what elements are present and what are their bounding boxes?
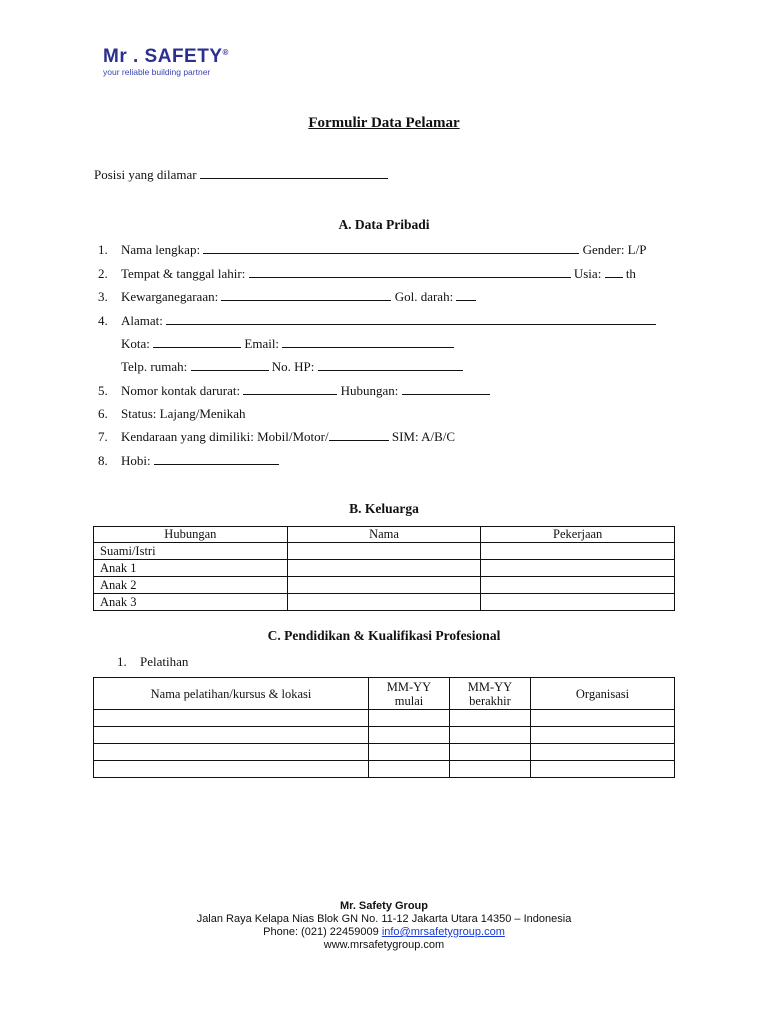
- table-cell[interactable]: [287, 577, 481, 594]
- table-cell[interactable]: [481, 577, 675, 594]
- alamat-field[interactable]: [166, 314, 656, 325]
- telp-rumah-label: Telp. rumah:: [121, 359, 188, 374]
- kontak-darurat-field[interactable]: [243, 384, 337, 395]
- email-field[interactable]: [282, 337, 454, 348]
- footer-contact: [0, 926, 768, 939]
- table-row: [94, 560, 675, 577]
- kewarganegaraan-field[interactable]: [221, 290, 391, 301]
- table-cell[interactable]: [481, 543, 675, 560]
- kontak-darurat-label: Nomor kontak darurat:: [121, 383, 241, 398]
- table-cell[interactable]: [287, 560, 481, 577]
- table-cell[interactable]: [369, 727, 450, 744]
- table-cell[interactable]: [287, 543, 481, 560]
- col-organisasi: Organisasi: [531, 678, 675, 710]
- kendaraan-line: [121, 429, 455, 445]
- item-number: 6.: [98, 406, 108, 421]
- table-cell[interactable]: [94, 761, 369, 778]
- item-number: 1.: [117, 654, 127, 669]
- telp-line: [121, 359, 463, 375]
- footer-website: www.mrsafetygroup.com: [323, 939, 445, 951]
- table-header-row: [94, 527, 675, 543]
- col-berakhir: MM-YY berakhir: [450, 678, 531, 710]
- table-cell[interactable]: [450, 744, 531, 761]
- usia-label: Usia:: [573, 266, 602, 281]
- col-pekerjaan: Pekerjaan: [481, 527, 675, 543]
- table-cell[interactable]: [450, 727, 531, 744]
- gol-darah-label: Gol. darah:: [394, 289, 454, 304]
- section-b-title: B. Keluarga: [349, 501, 419, 516]
- col-mulai: MM-YY mulai: [369, 678, 450, 710]
- hobi-line: [121, 453, 279, 469]
- table-cell[interactable]: [481, 594, 675, 611]
- kendaraan-label: Kendaraan yang dimiliki: Mobil/Motor/: [121, 429, 329, 444]
- nama-lengkap-field[interactable]: [203, 243, 579, 254]
- item-number: 3.: [98, 289, 108, 304]
- table-cell[interactable]: [94, 727, 369, 744]
- kota-field[interactable]: [153, 337, 241, 348]
- usia-field[interactable]: [605, 267, 623, 278]
- table-cell[interactable]: [481, 560, 675, 577]
- table-cell[interactable]: [531, 761, 675, 778]
- table-row: [94, 761, 675, 778]
- hubungan-label: Hubungan:: [340, 383, 399, 398]
- table-row: [94, 594, 675, 611]
- table-cell[interactable]: [531, 744, 675, 761]
- table-cell[interactable]: [287, 594, 481, 611]
- logo-name: Mr . SAFETY: [103, 46, 223, 67]
- table-row: [94, 727, 675, 744]
- family-table: [93, 526, 675, 611]
- status-line: Status: Lajang/Menikah: [121, 406, 246, 421]
- table-cell[interactable]: [450, 710, 531, 727]
- posisi-field[interactable]: [200, 168, 388, 179]
- table-cell[interactable]: [369, 710, 450, 727]
- training-table: [93, 677, 675, 778]
- table-cell[interactable]: [531, 727, 675, 744]
- sim-label: SIM: A/B/C: [391, 429, 456, 444]
- table-cell[interactable]: [450, 761, 531, 778]
- posisi-line: [94, 167, 388, 183]
- kota-label: Kota:: [121, 336, 150, 351]
- item-number: 2.: [98, 266, 108, 281]
- logo-registered-mark: ®: [222, 48, 229, 57]
- usia-unit: th: [625, 266, 636, 281]
- kewarganegaraan-line: [121, 289, 476, 305]
- ttl-line: [121, 266, 636, 282]
- table-row: [94, 710, 675, 727]
- row-label: Anak 2: [94, 577, 288, 594]
- gol-darah-field[interactable]: [456, 290, 476, 301]
- footer-address: Jalan Raya Kelapa Nias Blok GN No. 11-12 Jakarta Utara 14350 – Indonesia: [196, 913, 572, 925]
- footer-phone: Phone: (021) 22459009: [263, 926, 379, 938]
- table-header-row: [94, 678, 675, 710]
- alamat-label: Alamat:: [121, 313, 163, 328]
- logo-tagline: your reliable building partner: [103, 67, 211, 77]
- kendaraan-field[interactable]: [329, 430, 389, 441]
- alamat-line: [121, 313, 656, 329]
- no-hp-field[interactable]: [318, 360, 463, 371]
- nama-lengkap-line: [121, 242, 646, 258]
- kewarganegaraan-label: Kewarganegaraan:: [121, 289, 219, 304]
- item-number: 4.: [98, 313, 108, 328]
- table-cell[interactable]: [369, 761, 450, 778]
- row-label: Anak 3: [94, 594, 288, 611]
- no-hp-label: No. HP:: [271, 359, 315, 374]
- kota-line: [121, 336, 454, 352]
- pelatihan-label: Pelatihan: [140, 654, 189, 669]
- footer: [0, 900, 768, 952]
- table-row: [94, 744, 675, 761]
- section-a-title: A. Data Pribadi: [338, 217, 430, 232]
- footer-email-link[interactable]: info@mrsafetygroup.com: [381, 926, 505, 938]
- item-number: 5.: [98, 383, 108, 398]
- item-number: 8.: [98, 453, 108, 468]
- table-cell[interactable]: [531, 710, 675, 727]
- nama-lengkap-label: Nama lengkap:: [121, 242, 201, 257]
- posisi-label: Posisi yang dilamar: [94, 167, 197, 182]
- hubungan-field[interactable]: [402, 384, 490, 395]
- company-logo: [103, 46, 229, 77]
- hobi-field[interactable]: [154, 454, 279, 465]
- col-nama-pelatihan: Nama pelatihan/kursus & lokasi: [94, 678, 369, 710]
- item-number: 7.: [98, 429, 108, 444]
- ttl-field[interactable]: [249, 267, 571, 278]
- row-label: Suami/Istri: [94, 543, 288, 560]
- table-row: [94, 577, 675, 594]
- form-title: Formulir Data Pelamar: [308, 115, 460, 131]
- hobi-label: Hobi:: [121, 453, 151, 468]
- ttl-label: Tempat & tanggal lahir:: [121, 266, 246, 281]
- table-cell[interactable]: [94, 710, 369, 727]
- footer-company: Mr. Safety Group: [339, 900, 429, 912]
- item-number: 1.: [98, 242, 108, 257]
- row-label: Anak 1: [94, 560, 288, 577]
- table-cell[interactable]: [369, 744, 450, 761]
- kontak-darurat-line: [121, 383, 490, 399]
- gender-label: Gender: L/P: [582, 242, 647, 257]
- col-nama: Nama: [287, 527, 481, 543]
- email-label: Email:: [244, 336, 280, 351]
- col-hubungan: Hubungan: [94, 527, 288, 543]
- telp-rumah-field[interactable]: [191, 360, 269, 371]
- table-cell[interactable]: [94, 744, 369, 761]
- section-c-title: C. Pendidikan & Kualifikasi Profesional: [267, 628, 501, 643]
- table-row: [94, 543, 675, 560]
